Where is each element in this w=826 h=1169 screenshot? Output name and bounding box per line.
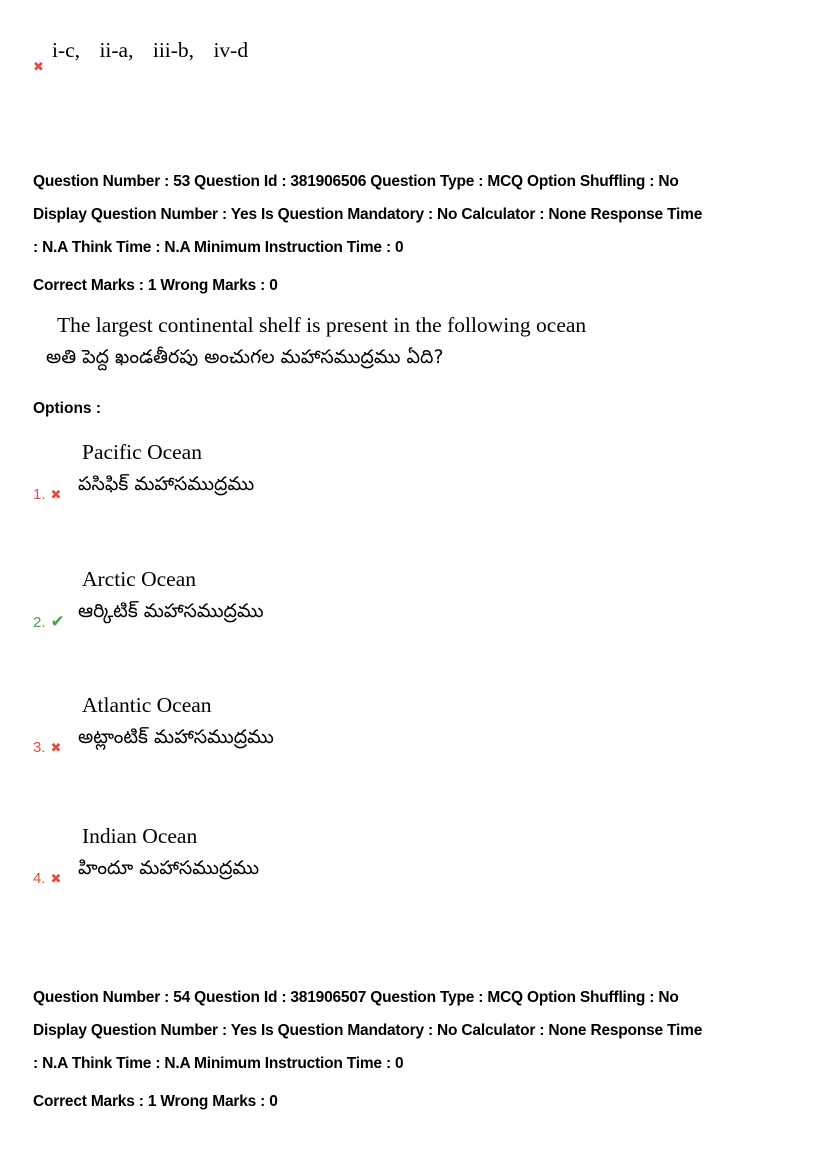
- metadata-line: : N.A Think Time : N.A Minimum Instruction Time : 0: [33, 1055, 404, 1072]
- answer-pair: i-c,: [52, 38, 81, 62]
- option-text-english: Arctic Ocean: [82, 567, 196, 591]
- marks-line: Correct Marks : 1 Wrong Marks : 0: [33, 277, 278, 294]
- option-number: 2.: [33, 614, 46, 631]
- metadata-line: Display Question Number : Yes Is Question Mandatory : No Calculator : None Response Time: [33, 1022, 703, 1039]
- option-marker: [33, 612, 65, 633]
- option-4: [33, 821, 773, 931]
- option-text-telugu: ఆర్కిటిక్ మహాసముద్రము: [78, 600, 264, 622]
- option-text-english: Pacific Ocean: [82, 440, 202, 464]
- option-1: [33, 437, 773, 547]
- option-text-telugu: పసిఫిక్ మహాసముద్రము: [78, 473, 255, 495]
- option-text-telugu: హిందూ మహాసముద్రము: [78, 857, 260, 879]
- option-text-english: Atlantic Ocean: [82, 693, 212, 717]
- metadata-line: Question Number : 54 Question Id : 381906507 Question Type : MCQ Option Shuffling : No: [33, 989, 679, 1006]
- option-marker: [33, 869, 61, 890]
- question-text-english: The largest continental shelf is present in the following ocean: [57, 313, 587, 337]
- cross-icon: ✖: [50, 488, 62, 503]
- option-text-telugu: అట్లాంటిక్ మహాసముద్రము: [78, 726, 274, 748]
- option-number: 1.: [33, 486, 46, 503]
- option-text-english: Indian Ocean: [82, 824, 198, 848]
- check-icon: ✔: [50, 612, 65, 632]
- cross-icon: ✖: [50, 741, 62, 756]
- marks-line: Correct Marks : 1 Wrong Marks : 0: [33, 1093, 278, 1110]
- previous-answer-fragment: [33, 38, 262, 75]
- cross-icon: ✖: [33, 60, 44, 75]
- question-text-telugu: అతి పెద్ద ఖండతీరపు అంచుగల మహాసముద్రము ఏది?: [46, 346, 444, 368]
- metadata-line: : N.A Think Time : N.A Minimum Instruction Time : 0: [33, 239, 404, 256]
- option-marker: [33, 485, 61, 506]
- option-number: 4.: [33, 870, 46, 887]
- option-3: [33, 690, 773, 800]
- metadata-line: Question Number : 53 Question Id : 381906506 Question Type : MCQ Option Shuffling : No: [33, 173, 679, 190]
- question-53-metadata: [33, 165, 813, 302]
- option-number: 3.: [33, 739, 46, 756]
- question-54-metadata: [33, 981, 813, 1118]
- option-2: [33, 564, 773, 674]
- answer-pair: ii-a,: [99, 38, 134, 62]
- metadata-line: Display Question Number : Yes Is Question Mandatory : No Calculator : None Response Time: [33, 206, 703, 223]
- answer-pair: iv-d: [213, 38, 249, 62]
- cross-icon: ✖: [50, 872, 62, 887]
- previous-answer-text: [52, 38, 262, 62]
- option-marker: [33, 738, 61, 759]
- answer-pair: iii-b,: [152, 38, 195, 62]
- options-label: Options :: [33, 400, 102, 417]
